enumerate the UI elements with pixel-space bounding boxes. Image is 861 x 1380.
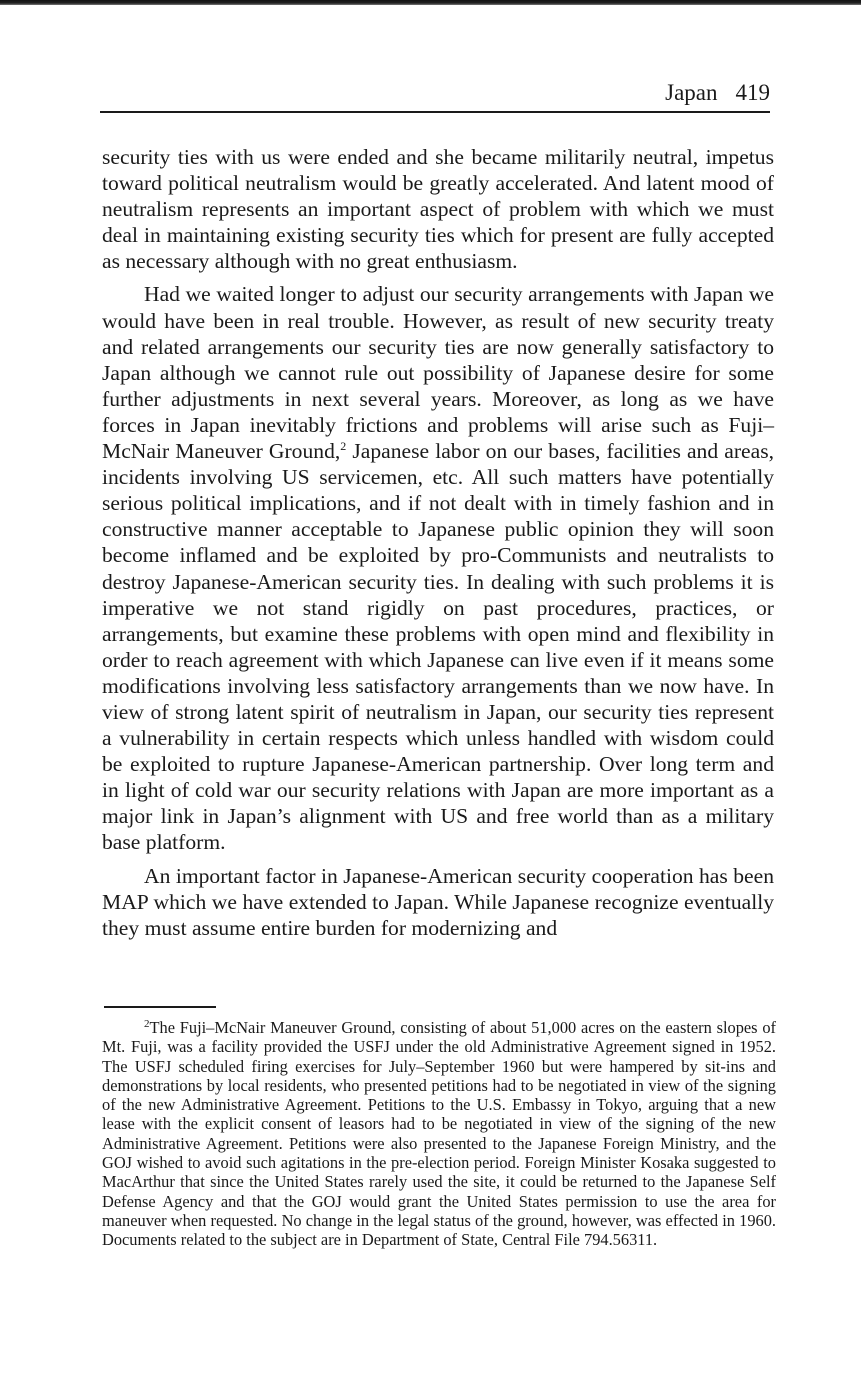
footnote-text: The Fuji–McNair Maneuver Ground, consisting of about 51,000 acres on the eastern slopes of Mt. Fuji, was a facility provided the USFJ under the old Administrative Agreement signed in 1952. The USFJ scheduled firing exercises for July–September 1960 but were hampered by sit-ins and demonstrations by local residents, who presented petitions had to be negotiated in view of the signing of the new Administrative Agreement. Petitions to the U.S. Embassy in Tokyo, arguing that a new lease with the explicit consent of leasors had to be negotiated in view of the signing of the new Administrative Agreement. Petitions were also presented to the Japanese Foreign Ministry, and the GOJ wished to avoid such agitations in the pre-election period. Foreign Minister Kosaka suggested to MacArthur that since the United States rarely used the site, it could be returned to the Japanese Self Defense Agency and that the GOJ would grant the United States permission to use the area for maneuver when requested. No change in the legal status of the ground, however, was effected in 1960. Documents related to the subject are in Department of State, Central File 794.56311.: [102, 1018, 776, 1250]
footnote-2: [102, 1018, 776, 1250]
paragraph-3: An important factor in Japanese-American security cooperation has been MAP which we have extended to Japan. While Japanese recognize eventually they must assume entire burden for modernizing and: [102, 863, 774, 940]
paragraph-2: [102, 281, 774, 855]
footnote-number: 2: [144, 1018, 150, 1030]
paragraph-1: security ties with us were ended and she became militarily neutral, impetus toward political neutralism would be greatly accelerated. And latent mood of neutralism represents an important aspect of problem with which we must deal in maintaining existing security ties which for present are fully accepted as necessary although with no great enthusiasm.: [102, 145, 774, 274]
paragraph-2-part-2: Japanese labor on our bases, facilities and areas, incidents involving US servicemen, etc. All such matters have potentially serious political implications, and if not dealt with in timely fashion and in constructive manner acceptable to Japanese public opinion they will soon become inflamed and be exploited by pro-Communists and neutralists to destroy Japanese-American security ties. In dealing with such problems it is imperative we not stand rigidly on past procedures, practices, or arrangements, but examine these problems with open mind and flexibility in order to reach agreement with which Japanese can live even if it means some modifications involving less satisfactory arrangements than we now have. In view of strong latent spirit of neutralism in Japan, our security ties represent a vulnerability in certain respects which unless handled with wisdom could be exploited to rupture Japanese-American partnership. Over long term and in light of cold war our security relations with Japan are more important as a major link in Japan’s alignment with US and free world than as a military base platform.: [102, 439, 774, 855]
scan-border: [0, 0, 861, 5]
footnote-separator: [104, 1006, 216, 1008]
header-rule: [100, 111, 770, 113]
page-number: 419: [735, 80, 770, 105]
paragraph-2-part-1: Had we waited longer to adjust our security arrangements with Japan we would have been in real trouble. However, as result of new security treaty and related arrangements our security ties are now generally satisfactory to Japan although we cannot rule out possibility of Japanese desire for some further adjustments in next several years. Moreover, as long as we have forces in Japan inevitably frictions and problems will arise such as Fuji–McNair Maneuver Ground,: [102, 282, 774, 464]
running-head: [100, 80, 770, 110]
running-title: Japan: [665, 80, 718, 105]
footnote-reference[interactable]: 2: [340, 439, 347, 454]
main-text: [102, 144, 774, 948]
